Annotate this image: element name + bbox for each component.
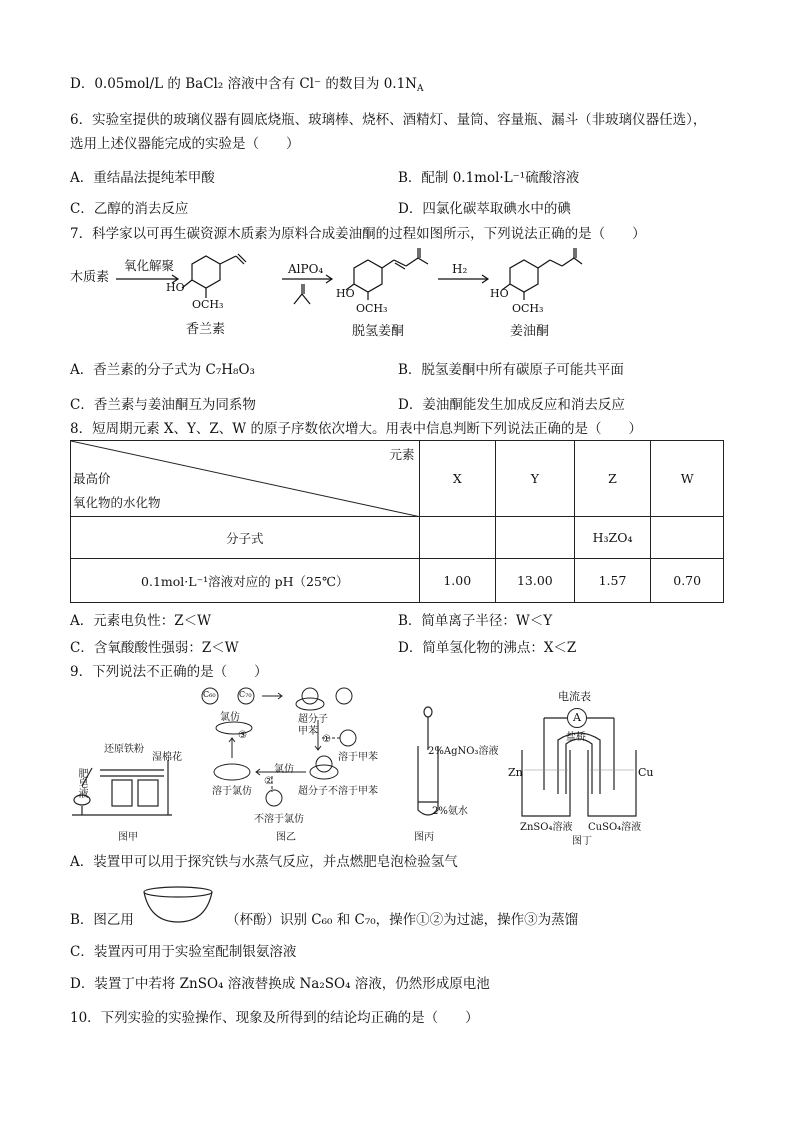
q9-fig-c-caption: 图丙 <box>414 832 434 843</box>
q9-fig-d-znso4: ZnSO₄溶液 <box>520 822 573 833</box>
q9-fig-b-step2: ② <box>264 776 273 787</box>
q8-stem: 8．短周期元素 X、Y、Z、W 的原子序数依次增大。用表中信息判断下列说法正确的是（ ） <box>70 421 642 437</box>
q9-stem: 9．下列说法不正确的是（ ） <box>70 664 268 680</box>
q9-fig-c-ammonia: 2%氨水 <box>432 806 468 817</box>
q9-fig-b-chcl3-top: 氯仿 <box>220 712 240 723</box>
q7-step3-label: H₂ <box>452 262 468 276</box>
q8-option-b: B．简单离子半径：W＜Y <box>398 613 553 629</box>
q9-fig-b-dis-chcl3: 溶于氯仿 <box>212 786 252 797</box>
q6-option-b: B．配制 0.1mol·L⁻¹硫酸溶液 <box>398 170 580 186</box>
q9-fig-d-ammeter-icon: A <box>567 708 587 728</box>
q8-table <box>70 440 724 603</box>
q9-fig-b-c70: C₇₀ <box>239 690 252 699</box>
q8-row2-y: 13.00 <box>496 559 575 603</box>
calixarene-bowl-icon <box>140 884 216 926</box>
q6-stem-cont: 选用上述仪器能完成的实验是（ ） <box>70 136 300 152</box>
q8-row1-y <box>496 517 575 559</box>
q8-row1-z: H₃ZO₄ <box>574 517 651 559</box>
q8-option-d: D．简单氢化物的沸点：X＜Z <box>398 640 577 656</box>
q8-row2-label: 0.1mol·L⁻¹溶液对应的 pH（25℃） <box>71 559 420 603</box>
q9-fig-b-chcl3: 氯仿 <box>274 764 294 775</box>
q9-fig-b-supra: 超分子 <box>298 714 328 725</box>
q9-option-b-prefix: B．图乙用 <box>70 912 134 928</box>
q10-stem: 10．下列实验的实验操作、现象及所得到的结论均正确的是（ ） <box>70 1010 479 1026</box>
q8-row2-x: 1.00 <box>419 559 496 603</box>
q8-row1-w <box>651 517 724 559</box>
q6-option-c: C．乙醇的消去反应 <box>70 201 189 217</box>
q8-row1-x <box>419 517 496 559</box>
q9-fig-b-dis-tol: 溶于甲苯 <box>338 752 378 763</box>
q8-col-x: X <box>419 441 496 517</box>
q7-mol2-name: 脱氢姜酮 <box>352 324 405 339</box>
q9-fig-a-label-iron: 还原铁粉 <box>104 744 144 755</box>
q6-option-a: A．重结晶法提纯苯甲酸 <box>70 170 215 186</box>
q9-fig-a-label-soap: 肥皂液 <box>76 768 87 798</box>
q7-start-material: 木质素 <box>70 270 110 285</box>
q8-row1-label: 分子式 <box>71 517 420 559</box>
q7-mol1-ho: HO <box>166 281 185 294</box>
q7-mol1-och3: OCH₃ <box>192 298 224 311</box>
q9-fig-b-c60: C₆₀ <box>203 690 216 699</box>
q9-fig-d-cuso4: CuSO₄溶液 <box>588 822 642 833</box>
q7-step2-label: AlPO₄ <box>288 262 324 276</box>
q7-mol2-ho: HO <box>336 287 355 300</box>
q7-option-b: B．脱氢姜酮中所有碳原子可能共平面 <box>398 362 624 378</box>
q8-row2-z: 1.57 <box>574 559 651 603</box>
q9-option-c: C．装置丙可用于实验室配制银氨溶液 <box>70 944 297 960</box>
q8-option-c: C．含氧酸酸性强弱：Z＜W <box>70 640 239 656</box>
q9-fig-d-bridge-label: 盐桥 <box>566 732 586 743</box>
q5-option-d: D．0.05mol/L 的 BaCl₂ 溶液中含有 Cl⁻ 的数目为 $0.1N_A$ <box>70 76 424 94</box>
q9-fig-b-step3: ③ <box>238 730 247 741</box>
q9-fig-b-caption: 图乙 <box>276 832 296 843</box>
q9-fig-b-insol-tol: 超分子不溶于甲苯 <box>298 786 378 797</box>
q7-mol2-och3: OCH₃ <box>356 302 388 315</box>
q6-stem: 6．实验室提供的玻璃仪器有圆底烧瓶、玻璃棒、烧杯、酒精灯、量筒、容量瓶、漏斗（非玻璃仪器任选）， <box>70 112 707 128</box>
q8-col-y: Y <box>496 441 575 517</box>
q9-fig-b-toluene: 甲苯 <box>298 726 318 737</box>
q8-header-diagonal-cell: 元素 最高价 氧化物的水化物 <box>71 441 420 517</box>
q8-col-w: W <box>651 441 724 517</box>
q7-mol3-och3: OCH₃ <box>512 302 544 315</box>
q9-option-d: D．装置丁中若将 ZnSO₄ 溶液替换成 Na₂SO₄ 溶液，仍然形成原电池 <box>70 976 490 992</box>
q8-col-z: Z <box>574 441 651 517</box>
q7-option-c: C．香兰素与姜油酮互为同系物 <box>70 397 256 413</box>
q6-option-d: D．四氯化碳萃取碘水中的碘 <box>398 201 571 217</box>
q9-fig-c-agno3: 2%AgNO₃溶液 <box>428 746 499 757</box>
q7-mol1-name: 香兰素 <box>186 322 226 337</box>
q8-row2-w: 0.70 <box>651 559 724 603</box>
q7-option-a: A．香兰素的分子式为 C₇H₈O₃ <box>70 362 255 378</box>
q9-fig-a-label-cotton: 湿棉花 <box>152 752 182 763</box>
q9-option-a: A．装置甲可以用于探究铁与水蒸气反应，并点燃肥皂泡检验氢气 <box>70 854 458 870</box>
q9-option-b-suffix: （杯酚）识别 C₆₀ 和 C₇₀，操作①②为过滤，操作③为蒸馏 <box>226 912 579 928</box>
q7-mol3-ho: HO <box>490 287 509 300</box>
q9-fig-b-step1: ① <box>322 734 331 745</box>
q7-mol3-name: 姜油酮 <box>510 324 550 339</box>
q7-stem: 7．科学家以可再生碳资源木质素为原料合成姜油酮的过程如图所示，下列说法正确的是（ ） <box>70 226 646 242</box>
q9-fig-b-insol-chcl3: 不溶于氯仿 <box>254 814 304 825</box>
q9-fig-d-caption: 图丁 <box>572 836 592 847</box>
q9-fig-d-zn-label: Zn <box>508 766 523 779</box>
q9-fig-d-cu-label: Cu <box>638 766 654 779</box>
q8-option-a: A．元素电负性：Z＜W <box>70 613 212 629</box>
q9-fig-d-meter-label: 电流表 <box>558 690 591 703</box>
q7-step1-label: 氧化解聚 <box>124 258 175 273</box>
q9-fig-a-caption: 图甲 <box>118 832 138 843</box>
q7-option-d: D．姜油酮能发生加成反应和消去反应 <box>398 397 625 413</box>
